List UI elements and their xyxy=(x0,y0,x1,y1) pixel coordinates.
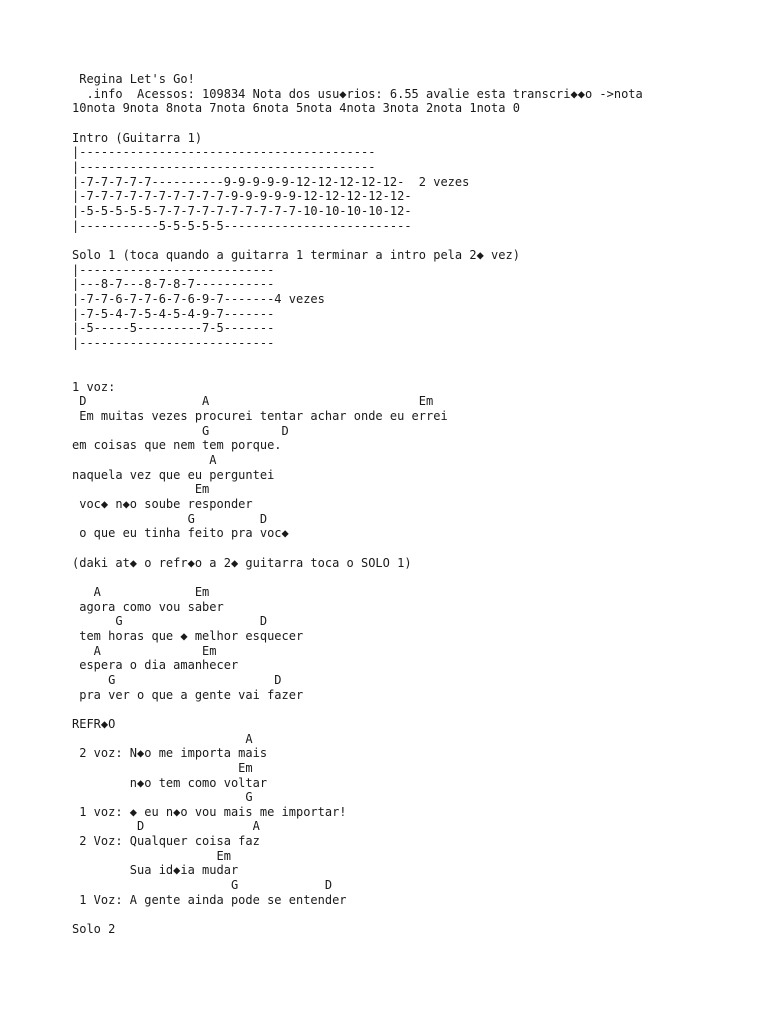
tab-line: |---8-7---8-7-8-7----------- xyxy=(72,277,275,292)
tab-line: |--------------------------- xyxy=(72,335,275,350)
tab-line: |-5-5-5-5-5-7-7-7-7-7-7-7-7-7-7-10-10-10-10-12- xyxy=(72,203,412,218)
lyric-line: o que eu tinha feito pra voc◆ xyxy=(72,526,289,541)
tab-line: |----------------------------------------- xyxy=(72,145,376,160)
chord-line: A xyxy=(72,453,217,468)
lyric-line: Sua id◆ia mudar xyxy=(72,863,239,878)
tab-line: |-7-7-6-7-7-6-7-6-9-7-------4 vezes xyxy=(72,291,325,306)
document-body xyxy=(72,72,643,937)
chord-line: G D xyxy=(72,423,289,438)
tab-line: |-5-----5---------7-5------- xyxy=(72,321,275,336)
tab-line: |-7-7-7-7-7----------9-9-9-9-9-12-12-12-12-12- 2 vezes xyxy=(72,174,470,189)
lyric-line: tem horas que ◆ melhor esquecer xyxy=(72,628,304,643)
tab-line: |-----------5-5-5-5-5-------------------------- xyxy=(72,218,412,233)
lyric-line: naquela vez que eu perguntei xyxy=(72,467,275,482)
chord-line: Em xyxy=(72,848,231,863)
lyric-line: 2 voz: N◆o me importa mais xyxy=(72,746,268,761)
chord-line: D A xyxy=(72,819,260,834)
chord-line: G D xyxy=(72,878,333,893)
voice-label: 1 voz: xyxy=(72,379,116,394)
performance-note: (daki at◆ o refr◆o a 2◆ guitarra toca o SOLO 1) xyxy=(72,555,412,570)
section-heading-solo-1: Solo 1 (toca quando a guitarra 1 terminar a intro pela 2◆ vez) xyxy=(72,247,520,262)
blank-line xyxy=(72,570,643,585)
lyric-line: 1 Voz: A gente ainda pode se entender xyxy=(72,892,347,907)
section-heading-refrao: REFR◆O xyxy=(72,716,116,731)
chord-line: A xyxy=(72,731,253,746)
tab-line: |----------------------------------------- xyxy=(72,159,376,174)
chord-line: G D xyxy=(72,672,282,687)
blank-line xyxy=(72,365,643,380)
lyric-line: em coisas que nem tem porque. xyxy=(72,438,282,453)
blank-line xyxy=(72,116,643,131)
lyric-line: n◆o tem como voltar xyxy=(72,775,268,790)
chord-line: A Em xyxy=(72,643,217,658)
song-title: Regina Let's Go! xyxy=(72,72,195,86)
chord-line: Em xyxy=(72,482,210,497)
lyric-line: pra ver o que a gente vai fazer xyxy=(72,687,304,702)
lyric-line: espera o dia amanhecer xyxy=(72,658,239,673)
chord-line: A Em xyxy=(72,584,210,599)
section-heading-intro: Intro (Guitarra 1) xyxy=(72,130,203,145)
section-heading-solo-2: Solo 2 xyxy=(72,922,116,937)
blank-line xyxy=(72,541,643,556)
chord-line: D A Em xyxy=(72,394,434,409)
tab-line: |-7-5-4-7-5-4-5-4-9-7------- xyxy=(72,306,275,321)
chord-line: G D xyxy=(72,614,268,629)
lyric-line: voc◆ n◆o soube responder xyxy=(72,497,253,512)
chord-line: Em xyxy=(72,760,253,775)
blank-line xyxy=(72,907,643,922)
lyric-line: Em muitas vezes procurei tentar achar onde eu errei xyxy=(72,409,448,424)
blank-line xyxy=(72,702,643,717)
chord-line: G D xyxy=(72,511,268,526)
tab-line: |-7-7-7-7-7-7-7-7-7-7-9-9-9-9-9-12-12-12-12-12- xyxy=(72,189,412,204)
tab-line: |--------------------------- xyxy=(72,262,275,277)
chord-line: G xyxy=(72,790,253,805)
rating-scale-line: 10nota 9nota 8nota 7nota 6nota 5nota 4nota 3nota 2nota 1nota 0 xyxy=(72,101,520,116)
lyric-line: agora como vou saber xyxy=(72,599,224,614)
blank-line xyxy=(72,350,643,365)
blank-line xyxy=(72,233,643,248)
site-info-line: .info Acessos: 109834 Nota dos usu◆rios: 6.55 avalie esta transcri◆◆o ->nota xyxy=(72,86,643,101)
lyric-line: 2 Voz: Qualquer coisa faz xyxy=(72,834,260,849)
lyric-line: 1 voz: ◆ eu n◆o vou mais me importar! xyxy=(72,804,347,819)
